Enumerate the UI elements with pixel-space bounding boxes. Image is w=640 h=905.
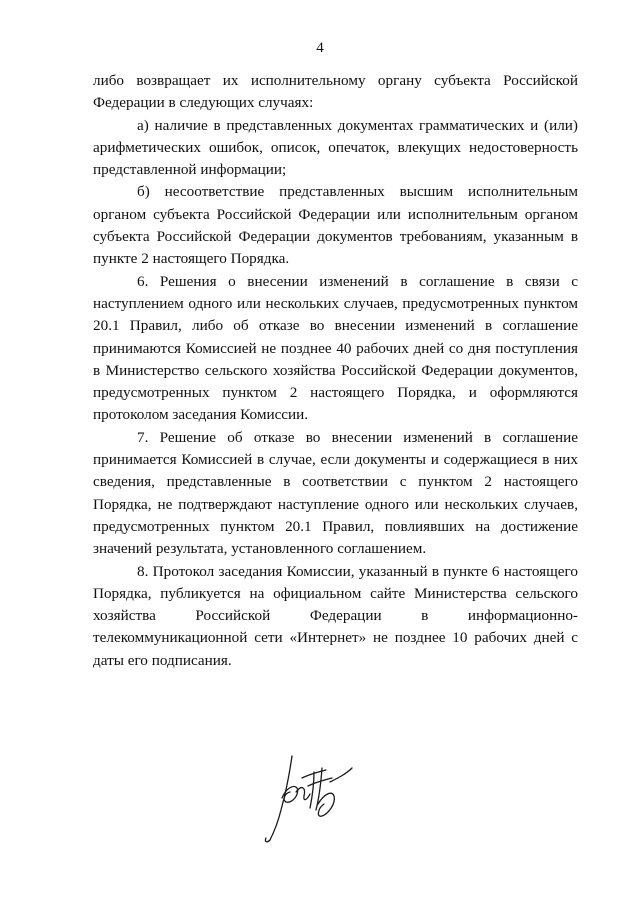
paragraph-continuation: либо возвращает их исполнительному органу субъекта Российской Федерации в следующих случаях: <box>93 72 578 112</box>
handwritten-signature-icon <box>252 748 362 848</box>
document-body <box>93 70 578 672</box>
paragraph-clause-8: 8. Протокол заседания Комиссии, указанный в пункте 6 настоящего Порядка, публикуется на официальном сайте Министерства сельского хозяйства Российской Федерации в информационно-телекоммуникационной сети «Интернет» не позднее 10 рабочих дней с даты его подписания. <box>93 562 578 669</box>
paragraph-clause-6: 6. Решения о внесении изменений в соглашение в связи с наступлением одного или нескольких случаев, предусмотренных пунктом 20.1 Правил, либо об отказе во внесении изменений в соглашение принимаются Комиссией не позднее 40 рабочих дней со дня поступления в Министерство сельского хозяйства Российской Федерации документов, предусмотренных пунктом 2 настоящего Порядка, и оформляются протоколом заседания Комиссии. <box>93 272 578 424</box>
paragraph-clause-7: 7. Решение об отказе во внесении изменений в соглашение принимается Комиссией в случае, если документы и содержащиеся в них сведения, представленные в соответствии с пунктом 2 настоящего Порядка, не подтверждают наступление одного или нескольких случаев, предусмотренных пунктом 20.1 Правил, повлиявших на достижение значений результата, установленного соглашением. <box>93 428 578 558</box>
page-number: 4 <box>316 40 324 56</box>
paragraph-item-a: а) наличие в представленных документах грамматических и (или) арифметических ошибок, описок, опечаток, влекущих недостоверность представленной информации; <box>93 116 578 179</box>
paragraph-item-b: б) несоответствие представленных высшим исполнительным органом субъекта Российской Федерации или исполнительным органом субъекта Российской Федерации документов требованиям, указанным в пункте 2 настоящего Порядка. <box>93 183 578 268</box>
